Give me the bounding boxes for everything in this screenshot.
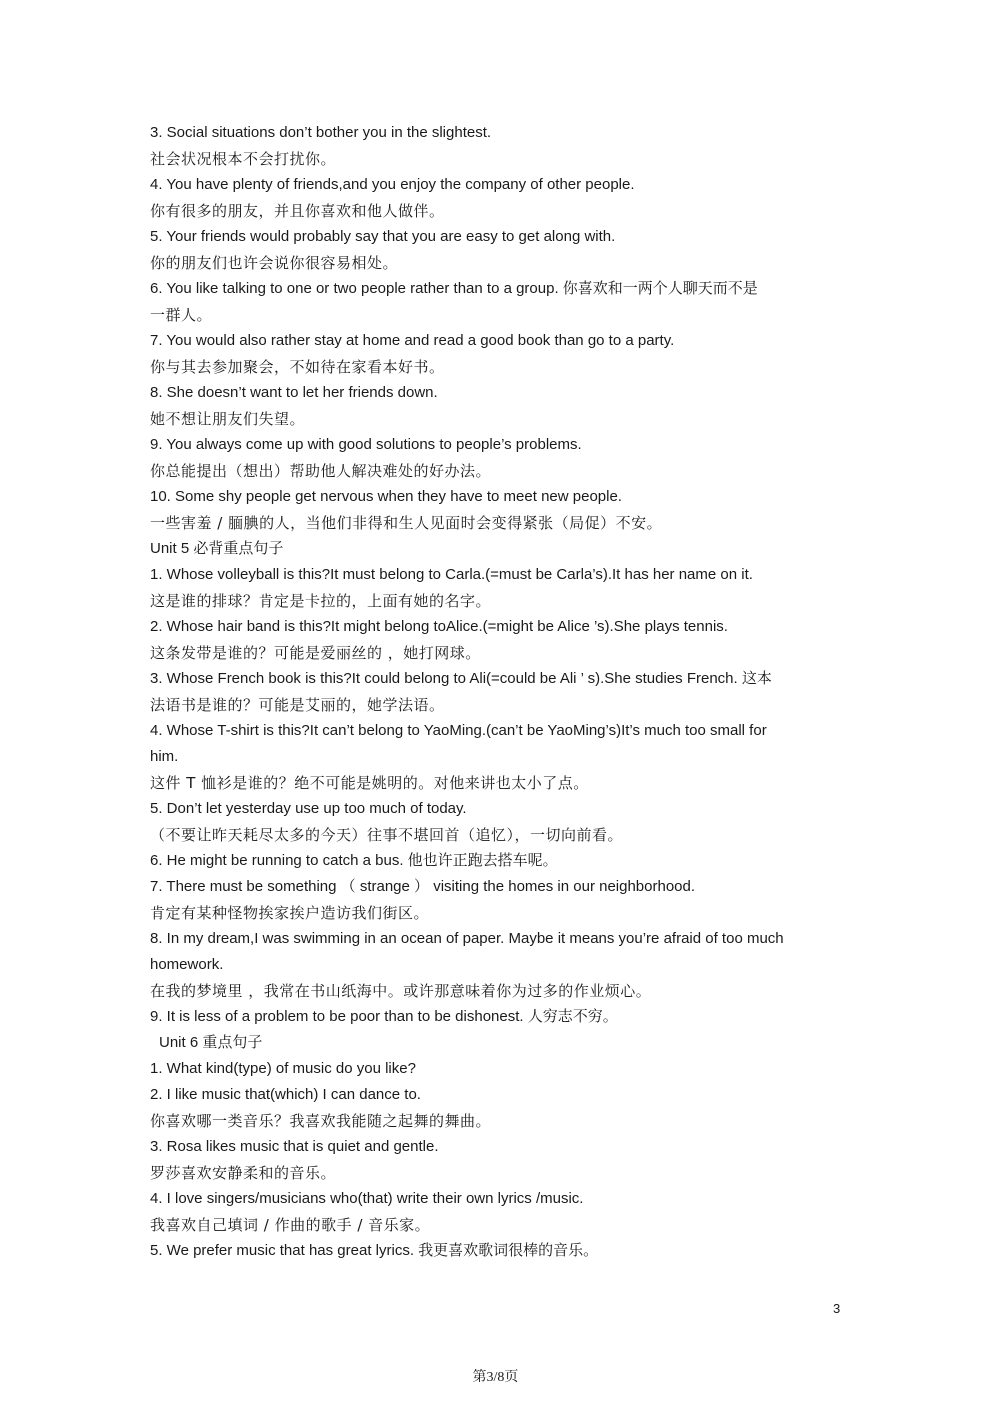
- text-line: 法语书是谁的？可能是艾丽的，她学法语。: [150, 696, 445, 714]
- text-line: （不要让昨天耗尽太多的今天）往事不堪回首（追忆），一切向前看。: [150, 826, 624, 844]
- text-line: 2. I like music that(which) I can dance to.: [150, 1086, 421, 1103]
- text-line: 1. What kind(type) of music do you like?: [150, 1060, 416, 1077]
- page-number: 3: [833, 1301, 841, 1316]
- text-line: 一些害羞 / 腼腆的人，当他们非得和生人见面时会变得紧张（局促）不安。: [150, 514, 663, 532]
- text-line: 一群人。: [150, 306, 213, 324]
- text-line: 1. Whose volleyball is this?It must belong to Carla.(=must be Carla’s).It has her name on it.: [150, 566, 753, 583]
- text-line: 8. She doesn’t want to let her friends down.: [150, 384, 438, 401]
- text-line: 你的朋友们也许会说你很容易相处。: [150, 254, 399, 272]
- text-line: 在我的梦境里 ，我常在书山纸海中。或许那意味着你为过多的作业烦心。: [150, 982, 652, 1000]
- text-line: 7. You would also rather stay at home and read a good book than go to a party.: [150, 332, 675, 349]
- text-line: 4. You have plenty of friends,and you enjoy the company of other people.: [150, 176, 635, 193]
- text-line: 我喜欢自己填词 / 作曲的歌手 / 音乐家。: [150, 1216, 431, 1234]
- text-line: 3. Rosa likes music that is quiet and gentle.: [150, 1138, 439, 1155]
- section-heading: Unit 5 必背重点句子: [150, 540, 284, 557]
- text-line: 6. You like talking to one or two people rather than to a group. 你喜欢和一两个人聊天而不是: [150, 280, 758, 297]
- text-line: 9. You always come up with good solutions to people’s problems.: [150, 436, 582, 453]
- text-line: 肯定有某种怪物挨家挨户造访我们街区。: [150, 904, 430, 922]
- text-line: 你与其去参加聚会，不如待在家看本好书。: [150, 358, 445, 376]
- text-line: 这是谁的排球？肯定是卡拉的，上面有她的名字。: [150, 592, 492, 610]
- text-line: 4. I love singers/musicians who(that) write their own lyrics /music.: [150, 1190, 584, 1207]
- text-line: 你总能提出（想出）帮助他人解决难处的好办法。: [150, 462, 492, 480]
- text-line: homework.: [150, 956, 224, 973]
- text-line: him.: [150, 748, 179, 765]
- text-line: 这件 T 恤衫是谁的？绝不可能是姚明的。对他来讲也太小了点。: [150, 774, 589, 792]
- text-line: 5. We prefer music that has great lyrics. 我更喜欢歌词很棒的音乐。: [150, 1242, 599, 1259]
- text-line: 5. Your friends would probably say that you are easy to get along with.: [150, 228, 616, 245]
- text-line: 8. In my dream,I was swimming in an ocean of paper. Maybe it means you’re afraid of too much: [150, 930, 784, 947]
- text-line: 3. Social situations don’t bother you in the slightest.: [150, 124, 492, 141]
- text-line: 她不想让朋友们失望。: [150, 410, 306, 428]
- page-footer: 第3/8页: [472, 1370, 519, 1385]
- text-line: 7. There must be something （ strange ） visiting the homes in our neighborhood.: [150, 878, 696, 895]
- text-line: 社会状况根本不会打扰你。: [150, 150, 337, 168]
- text-line: 这条发带是谁的？可能是爱丽丝的 ，她打网球。: [150, 644, 481, 662]
- text-line: 你有很多的朋友，并且你喜欢和他人做伴。: [150, 202, 445, 220]
- text-line: 4. Whose T-shirt is this?It can’t belong to YaoMing.(can’t be YaoMing’s)It’s much too small for: [150, 722, 767, 739]
- section-heading: Unit 6 重点句子: [159, 1034, 263, 1051]
- text-line: 10. Some shy people get nervous when they have to meet new people.: [150, 488, 622, 505]
- text-line: 9. It is less of a problem to be poor than to be dishonest. 人穷志不穷。: [150, 1008, 618, 1025]
- text-line: 5. Don’t let yesterday use up too much of today.: [150, 800, 467, 817]
- text-line: 6. He might be running to catch a bus. 他也许正跑去搭车呢。: [150, 852, 558, 869]
- text-line: 2. Whose hair band is this?It might belong toAlice.(=might be Alice ’s).She plays tennis.: [150, 618, 728, 635]
- text-line: 罗莎喜欢安静柔和的音乐。: [150, 1164, 337, 1182]
- text-line: 你喜欢哪一类音乐？我喜欢我能随之起舞的舞曲。: [150, 1112, 492, 1130]
- document-body: [150, 120, 850, 1264]
- text-line: 3. Whose French book is this?It could belong to Ali(=could be Ali ’ s).She studies French. 这本: [150, 670, 772, 687]
